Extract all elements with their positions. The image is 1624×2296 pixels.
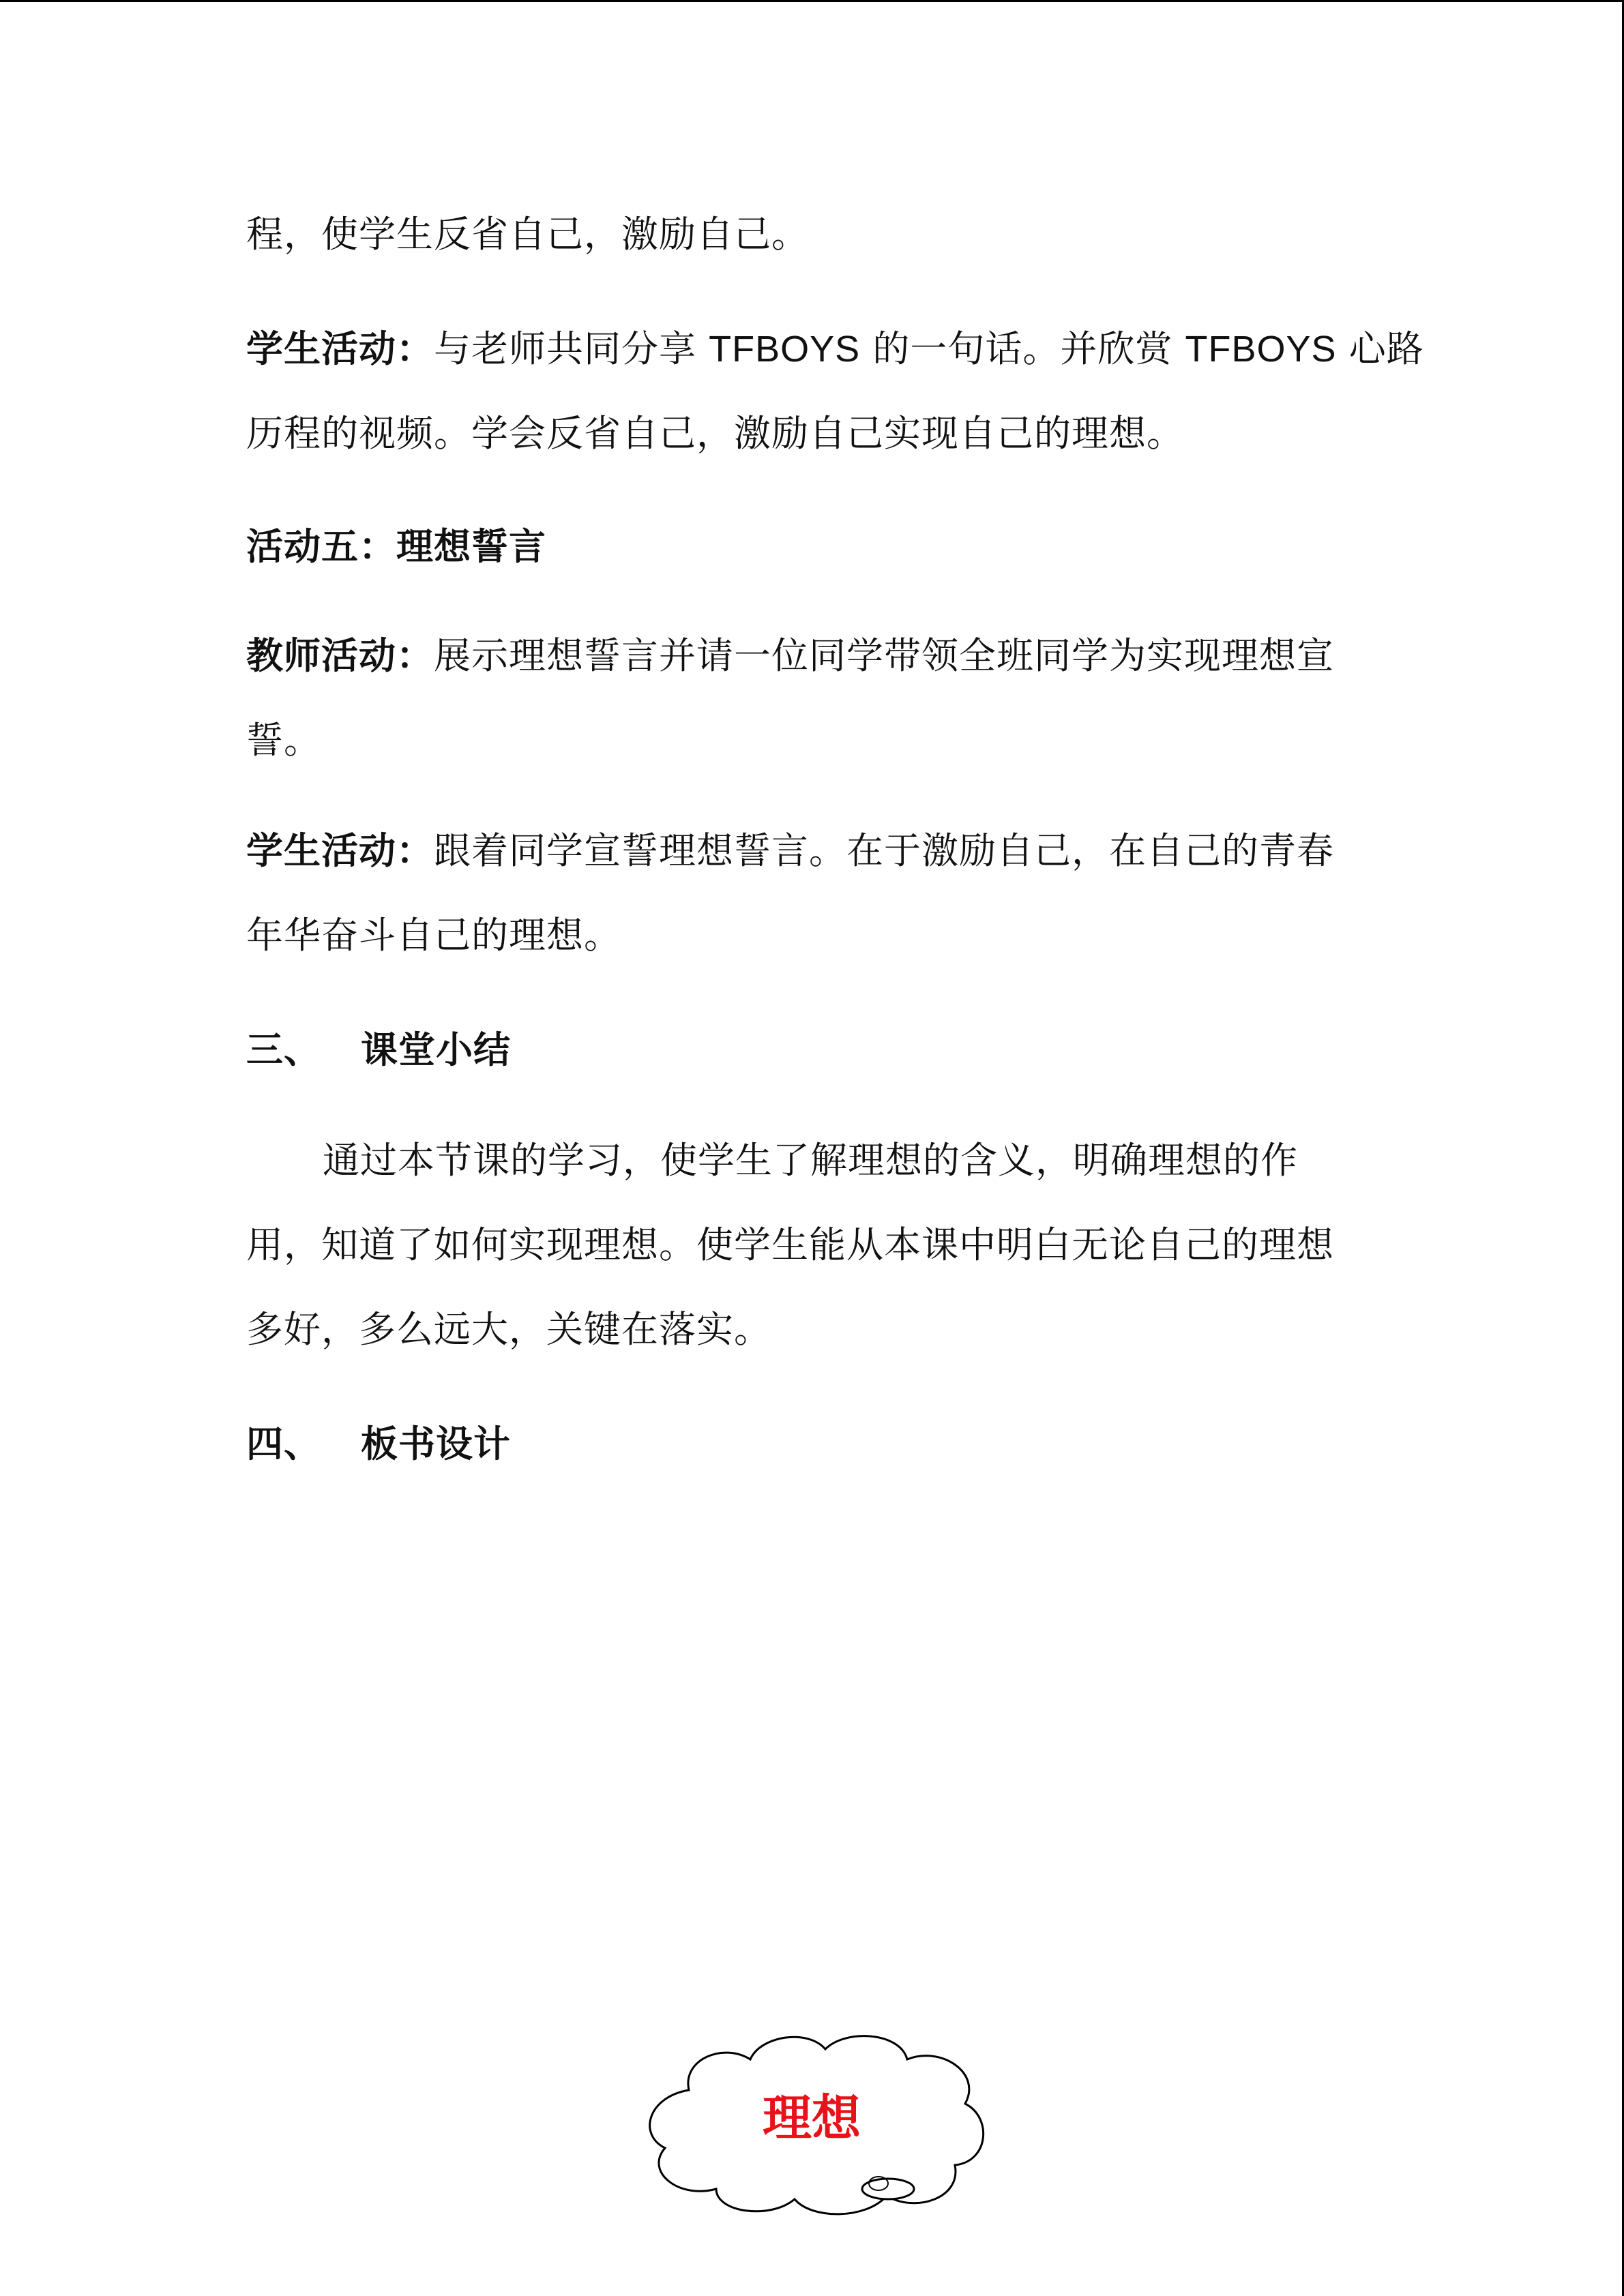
line-text: 心路 bbox=[1336, 327, 1424, 370]
teacher-activity-line-1 bbox=[246, 634, 1334, 678]
activity-five-heading bbox=[246, 525, 546, 569]
line-text: 展示理想誓言并请一位同学带领全班同学为实现理想宣 bbox=[434, 634, 1334, 677]
student-activity-label: 学生活动： bbox=[246, 327, 434, 370]
student-activity2-line-1 bbox=[246, 829, 1334, 873]
section-number: 三、 bbox=[246, 1028, 321, 1071]
heading-text: 活动五：理想誓言 bbox=[246, 525, 546, 568]
teacher-activity-label: 教师活动： bbox=[246, 634, 434, 677]
brand-name: TFBOYS bbox=[709, 329, 861, 370]
section-four-heading bbox=[246, 1422, 511, 1466]
board-design-cloud bbox=[641, 2025, 1003, 2223]
line-text: 的一句话。并欣赏 bbox=[860, 327, 1185, 370]
student-activity-label: 学生活动： bbox=[246, 829, 434, 872]
line-text: 与老师共同分享 bbox=[434, 327, 709, 370]
student-activity2-line-2 bbox=[246, 914, 621, 957]
section-number: 四、 bbox=[246, 1422, 321, 1465]
section-title: 课堂小结 bbox=[361, 1028, 511, 1071]
summary-line-1 bbox=[246, 1139, 1298, 1182]
cloud-label: 理想 bbox=[762, 2089, 861, 2147]
section-three-heading bbox=[246, 1028, 511, 1072]
summary-line-2 bbox=[246, 1223, 1334, 1267]
summary-line-3 bbox=[246, 1308, 771, 1352]
line-text: 用，知道了如何实现理想。使学生能从本课中明白无论自己的理想 bbox=[246, 1223, 1334, 1266]
student-activity-line-1 bbox=[246, 327, 1424, 371]
student-activity-line-2 bbox=[246, 412, 1184, 456]
section-title: 板书设计 bbox=[361, 1422, 511, 1465]
line-text: 年华奋斗自己的理想。 bbox=[246, 914, 621, 957]
page-top-border bbox=[0, 0, 1624, 2]
line-text: 跟着同学宣誓理想誓言。在于激励自己，在自己的青春 bbox=[434, 829, 1334, 872]
line-text: 多好，多么远大，关键在落实。 bbox=[246, 1308, 771, 1351]
brand-name: TFBOYS bbox=[1185, 329, 1337, 370]
line-text: 誓。 bbox=[246, 719, 321, 762]
line-text: 历程的视频。学会反省自己，激励自己实现自己的理想。 bbox=[246, 412, 1184, 455]
line-text: 程，使学生反省自己，激励自己。 bbox=[246, 213, 809, 256]
line-text: 通过本节课的学习，使学生了解理想的含义，明确理想的作 bbox=[323, 1139, 1298, 1182]
teacher-activity-line-2 bbox=[246, 719, 321, 762]
paragraph-line-1 bbox=[246, 213, 809, 256]
